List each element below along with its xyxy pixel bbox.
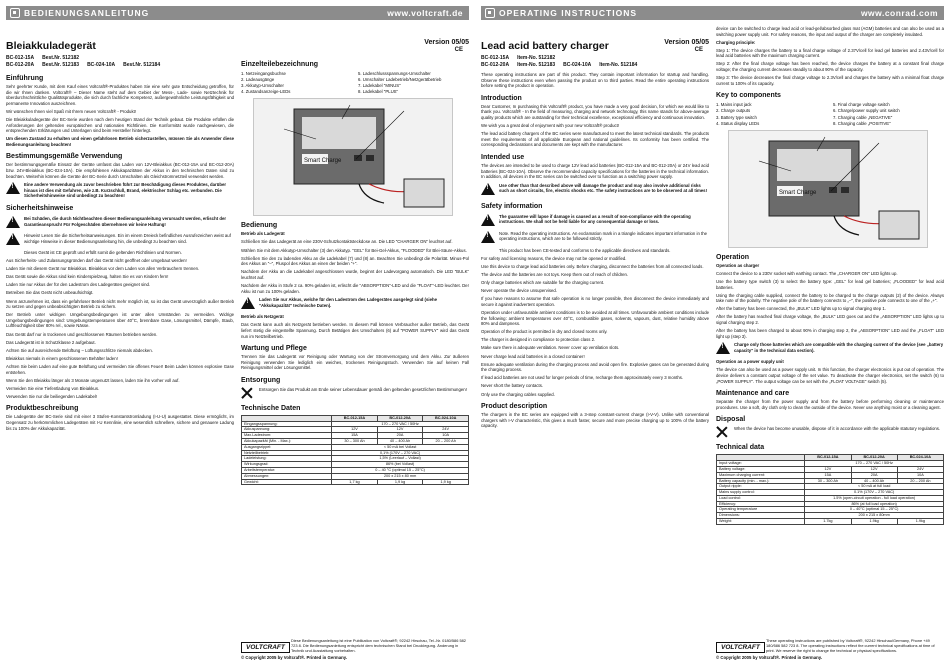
- table-cell: 24V: [423, 427, 469, 433]
- safety-item: Das Gerät sowie die Akkus sind kein Kinderspielzeug, halten Sie es von Kindern fern!: [6, 274, 169, 280]
- safety-item: Laden Sie mit diesem Gerät nur Bleiakkus. Bleiakkus vor dem Laden von allen Verbrauchern trennen.: [6, 266, 200, 272]
- note-box: [481, 231, 709, 245]
- paragraph: Der bestimmungsgemäße Einsatz der Geräte umfasst das Laden von 12V-Bleiakkus (BC-012-15A und BC-012-20A) bzw. 24V-Bleiakkus (BC-024-10A). Die empfohlenen Akkukapazitäten der Akkus in den technischen Daten sind zu beachten. Weiterhin können die Geräte der BC-Serie durch Umschalten als Gleichstromnetzteil verwendet werden.: [6, 162, 234, 179]
- header-url-de[interactable]: www.voltcraft.de: [387, 8, 463, 18]
- crossed-bin-icon: [241, 387, 253, 399]
- safety-item: If lead acid batteries are not used for longer periods of time, recharge them approximately every 3 months.: [481, 375, 684, 381]
- safety-item: Vermeiden Sie eine Tiefentladung von Bleiakkus.: [6, 385, 100, 391]
- paragraph: Wir wünschen Ihnen viel Spaß mit Ihrem neuen Voltcraft® - Produkt!: [6, 108, 136, 114]
- component-key-item: 2. Charge outputs: [716, 108, 751, 114]
- table-cell: 0,1% (170V – 270 VAC): [332, 450, 469, 456]
- table-header-cell: BC-012-20A: [377, 415, 423, 421]
- safety-item: Das Gerät darf nur in trockenen und geschlossenen Räumen betrieben werden.: [6, 331, 158, 337]
- disposal-text: Entsorgen Sie das Produkt am Ende seiner Lebensdauer gemäß den geltenden gesetzlichen Bestimmungen!: [259, 386, 467, 392]
- table-cell: 170 – 270 VAC / 50Hz: [332, 421, 469, 427]
- safety-item: Operation of the product is permitted in dry and closed rooms only.: [481, 329, 608, 335]
- safety-item: Verwenden Sie nur die beiliegenden Ladekabel!: [6, 393, 98, 399]
- section-heading: Key to components: [716, 92, 781, 100]
- crossed-bin-icon: [716, 426, 728, 438]
- tech-table-de: [241, 415, 469, 486]
- operation-list-en: [716, 271, 944, 339]
- section-heading: Technical data: [716, 444, 765, 452]
- table-cell: 20 – 200 Ah: [897, 478, 943, 484]
- header-bar-de: [6, 6, 469, 20]
- book-icon: [485, 8, 495, 18]
- order-number: Best.Nr. 512183: [42, 62, 80, 68]
- table-row: [717, 478, 944, 484]
- subheading: Operation as a power supply unit: [716, 359, 784, 365]
- safety-item: The device and the batteries are not toys. Keep them out of reach of children.: [481, 272, 629, 277]
- paragraph: The chargers in the BC series are equipped with a 3-step constant-current charge (I-V-V). Unlike with conventional chargers with I-V characteristic, this gives a much faster, secure and more precise charging up to 100% of the battery capacity.: [481, 412, 709, 429]
- order-number: Item-No. 512184: [599, 62, 638, 68]
- model-code: BC-012-20A: [6, 62, 35, 68]
- table-cell: 12V: [805, 466, 851, 472]
- table-header-cell: BC-012-20A: [851, 455, 897, 461]
- note-text: Note. Read the operating instructions. An exclamation mark in a triangle indicates important information in the operating instructions, which are to be followed strictly.: [499, 230, 708, 242]
- safety-item: Bleiakkus niemals in einem geschlossenen Behälter laden!: [6, 355, 118, 361]
- safety-item: Never short the battery contacts.: [481, 383, 544, 389]
- warning-box: [716, 342, 944, 356]
- paragraph: Die Bleiakkuladegeräte der BC-Serie wurden nach dem heutigen Stand der Technik gebaut. Die Produkte erfüllen die Anforderungen der geltenden europäischen und nationalen Richtlinien. Die Konformität wurde nachgewiesen, die entsprechenden Erklärungen und Unterlagen sind beim Hersteller hinterlegt.: [6, 116, 234, 134]
- voltcraft-logo: VOLTCRAFT: [241, 642, 290, 653]
- component-key-item: 1. Mains input jack: [716, 102, 752, 108]
- operation-step: After the battery has been connected, the „BULK" LED lights up to signal charging step 1.: [716, 306, 886, 312]
- table-cell: 20A: [377, 433, 423, 439]
- paragraph: The device can also be used as a power supply unit. In this function, the charger electronics is put out of operation. The device delivers a constant output voltage of the set value. To deactivate the charger electronics, set the switch (6) to „POWER SUPPLY". The output voltage can be set with the „FLOAT VOLTAGE" switch (5).: [716, 367, 944, 384]
- footer-en: [716, 639, 944, 661]
- disposal-note-en: [716, 426, 944, 438]
- column-de-left: [6, 26, 234, 638]
- section-heading: Operation: [716, 253, 750, 261]
- table-cell: Efficiency:: [717, 501, 805, 507]
- model-list-en: [481, 55, 709, 69]
- paragraph: The lead acid battery chargers of the BC series were manufactured to meet the latest technical standards. The products meet the requirements of all applicable European and national guidelines. Its conformity has been certified. The corresponding declarations and documents are kept with the manufacturer.: [481, 131, 709, 148]
- safety-item: Wenn Sie den Bleiakku länger als 3 Monate ungenutzt lassen, laden Sie ihn vorher voll auf.: [6, 377, 180, 383]
- table-cell: Arbeitstemperatur:: [242, 468, 332, 474]
- model-code: BC-024-10A: [563, 62, 592, 68]
- table-cell: Akkuspannung:: [242, 427, 332, 433]
- section-heading: Entsorgung: [241, 376, 281, 384]
- ce-mark-en: CE: [694, 47, 703, 53]
- operation-step: Wählen Sie mit dem Akkutyp-Umschalter (3) den Akkutyp. "GEL" für Bei-Gel-Akkus, "FLOODED" für Blei-Säure-Akkus.: [241, 247, 467, 253]
- table-cell: 20A: [851, 472, 897, 478]
- order-number: Item-No. 512182: [517, 55, 556, 61]
- voltcraft-logo: VOLTCRAFT: [716, 642, 765, 653]
- tech-table-en: [716, 454, 944, 525]
- table-cell: 15A: [332, 433, 378, 439]
- section-heading: Safety information: [481, 202, 543, 210]
- table-cell: Ausgangsrippel:: [242, 444, 332, 450]
- table-cell: 200 x 215 x 80mm: [805, 513, 944, 519]
- section-heading: Maintenance and care: [716, 390, 790, 398]
- component-key-en: [716, 102, 944, 126]
- subheading: Operation as charger: [716, 262, 760, 268]
- column-en-left: [481, 26, 709, 638]
- warning-box: [241, 297, 469, 311]
- table-row: [242, 479, 469, 485]
- table-cell: Load control:: [717, 495, 805, 501]
- table-cell: Weight:: [717, 519, 805, 525]
- safety-item: The charger is designed in compliance to protection class 2.: [481, 337, 596, 343]
- warning-box: [6, 216, 234, 230]
- header-label-en: OPERATING INSTRUCTIONS: [499, 8, 638, 18]
- table-cell: 40 – 400 Ah: [851, 478, 897, 484]
- imprint-text: These operating instructions are published by Voltcraft®, 92242 Hirschau/Germany, Phone +49 180/586 582 723 8. The operating instructions reflect the current technical specifications at time of print. We reserve the right to change the technical or physical specifications.: [766, 638, 935, 653]
- ce-note: This product has been CE-tested and conforms to the applicable directives and standards.: [499, 247, 671, 253]
- table-cell: Ladeleistung:: [242, 456, 332, 462]
- subheading: Betrieb als Ladegerät: [241, 231, 285, 237]
- safety-item: Never charge lead acid batteries in a closed container!: [481, 353, 585, 359]
- table-cell: 15A: [805, 472, 851, 478]
- paragraph: Dear Customer, In purchasing this Voltcraft® product, you have made a very good decision, for which we would like to thank you. Voltcraft® - In the field of measuring, charging and network technology, this name stands for above-average quality products which are outstanding for their technical excellence, exceptional efficiency and continuous innovation.: [481, 103, 709, 120]
- column-de-right: [241, 26, 469, 638]
- table-cell: Abmessungen:: [242, 473, 332, 479]
- safety-item: Operation under unfavourable ambient conditions is to be avoided at all times. Unfavourable ambient conditions include the following: ambient temperatures over 40°C, combustible gases, solvents, vapours, dust, relative humidity above 80% and dampness.: [481, 309, 709, 327]
- paragraph: Trennen Sie das Ladegerät vor Reinigung oder Wartung von der Stromversorgung und dem Akku. Zur äußeren Reinigung verwenden Sie lediglich ein weiches, trockenes Reinigungstuch. Verwenden Sie auf keinen Fall Reinigungsmittel oder Lösungsmittel.: [241, 354, 469, 371]
- safety-item: Betreiben Sie das Gerät nicht unbeaufsichtigt.: [6, 290, 94, 296]
- component-key-item: 4. Zustandsanzeige-LEDs: [241, 89, 291, 95]
- component-key-item: 8. Ladekabel "PLUS": [358, 89, 399, 95]
- table-cell: 10A: [897, 472, 943, 478]
- paragraph: These operating instructions are part of this product. They contain important information for startup and handling. Observe these instructions even when passing the product on to third parties. Read the entire operating instructions before setting the product in operation.: [481, 72, 709, 89]
- imprint-text: Diese Bedienungsanleitung ist eine Publikation von Voltcraft®, 92242 Hirschau, Tel.-Nr. 0180/586 582 723 8. Die Bedienungsanleitung entspricht dem technischen Stand bei Drucklegung. Änderung in Technik und Ausstattung vorbehalten.: [291, 638, 466, 653]
- table-cell: 30 – 300 Ah: [332, 439, 378, 445]
- column-en-right: [716, 26, 944, 638]
- table-cell: 1.7kg: [805, 519, 851, 525]
- charging-step: Step 2: After the final charge voltage has been reached, the device charges the battery at a constant final charge voltage; the charging current decreases steadily to about 90% of the capacity.: [716, 61, 944, 73]
- table-cell: Akkukapazität (Min. - Max.):: [242, 439, 332, 445]
- section-heading: Introduction: [481, 94, 522, 102]
- component-key-item: 6. Umschalter Ladebetrieb/Netzgerätbetrieb: [358, 77, 442, 83]
- charging-steps-en: [716, 48, 944, 87]
- table-cell: 0.1% (170V – 270 VAC): [805, 490, 944, 496]
- charging-step: Step 3: The device decreases the final charge voltage to 2.3V/cell and charges the battery with a minimal float charge current to 100% of its capacity.: [716, 75, 944, 86]
- component-key-item: 4. Status display LEDs: [716, 120, 760, 126]
- paragraph: Um diesen Zustand zu erhalten und einen gefahrlosen Betrieb sicherzustellen, müssen Sie als Anwender diese Bedienungsanleitung beachten!: [6, 136, 234, 147]
- table-cell: 20 – 200 Ah: [423, 439, 469, 445]
- table-cell: Gewicht:: [242, 479, 332, 485]
- table-cell: 12V: [851, 466, 897, 472]
- disposal-note-de: [241, 387, 469, 399]
- paragraph: Separate the charger from the power supply and from the battery before performing cleaning or maintenance procedures. Use a soft, dry cloth only to clean the outside of the device. Never use anything moist or a cleaning agent.: [716, 399, 944, 410]
- section-heading: Wartung und Pflege: [241, 345, 307, 353]
- safety-item: Das Ladegerät ist in Schutzklasse 2 aufgebaut.: [6, 339, 96, 345]
- section-heading: Einzelteilebezeichnung: [241, 61, 319, 68]
- operation-step: Use the battery type switch (3) to select the battery type: „GEL" for lead gel batteries; „FLOODED" for lead acid batteries.: [716, 278, 944, 290]
- charger-photo-de: [253, 98, 453, 216]
- disposal-text: When the device has become unusable, dispose of it in accordance with the applicable statutory regulations.: [734, 426, 941, 432]
- table-cell: 1,7 kg: [332, 479, 378, 485]
- order-number: Best.Nr. 512184: [123, 62, 161, 68]
- safety-item: Der Betrieb unter widrigen Umgebungsbedingungen ist unter allen Umständen zu vermeiden. Widrige Umgebungsbedingungen sind: Umgebungstemperaturen über 40°C, brennbare Gase, Lösungsmittel, Dämpfe, Staub, Luftfeuchtigkeit über 80% rel., sowie Nässe.: [6, 312, 234, 329]
- ce-mark-de: CE: [454, 47, 463, 53]
- table-cell: Maximum charging current:: [717, 472, 805, 478]
- safety-item: Achten Sie auf ausreichende Belüftung – Lüftungsschlitze niemals abdecken.: [6, 347, 153, 353]
- safety-list-en: [481, 256, 709, 397]
- safety-item: Use this device to charge lead acid batteries only. Before charging, disconnect the batteries from all connected loads.: [481, 263, 704, 269]
- page-english: [475, 0, 950, 667]
- table-header-cell: BC-024-10A: [423, 415, 469, 421]
- subheading: Betrieb als Netzgerät: [241, 314, 284, 320]
- warning-icon: [6, 233, 20, 245]
- table-cell: 1.9kg: [897, 519, 943, 525]
- model-list-de: [6, 55, 234, 69]
- component-key-item: 7. Ladekabel "MINUS": [358, 83, 401, 89]
- warning-text: Bei Schäden, die durch Nichtbeachten dieser Bedienungsanleitung verursacht werden, erlischt der Garantieanspruch! Für Folgeschäden übernehmen wir keine Haftung!: [24, 216, 227, 227]
- warning-icon: [481, 183, 495, 195]
- table-cell: 1.9kg: [851, 519, 897, 525]
- header-url-en[interactable]: www.conrad.com: [860, 8, 938, 18]
- warning-box: [6, 182, 234, 199]
- warning-icon: [481, 214, 495, 226]
- component-key-item: 5. Ladeschlussspannungs-Umschalter: [358, 71, 431, 76]
- table-cell: 0 – 40 °C (optimal 15 – 25°C): [332, 468, 469, 474]
- table-cell: Wirkungsgrad:: [242, 462, 332, 468]
- table-cell: 86% (at full load operation): [805, 501, 944, 507]
- safety-item: Only use the charging cables supplied.: [481, 391, 555, 397]
- warning-box: [481, 214, 709, 228]
- paragraph: device can be switched to charge lead acid or lead-gel/absorbed glass mat (AGM) batteries and can also be used as a switching power supply unit. For safety reasons, the input and output of the charger are completely insulated.: [716, 26, 944, 37]
- table-header-cell: BC-024-10A: [897, 455, 943, 461]
- warning-text: Charge only those batteries which are compatible with the charging current of the device (see „battery capacity" in the technical data section).: [734, 342, 944, 353]
- table-cell: 1.5% (open-circuit operation - full load operation): [805, 495, 944, 501]
- table-cell: 170 – 270 VAC / 50Hz: [805, 461, 944, 467]
- table-cell: Battery voltage:: [717, 466, 805, 472]
- warning-box: [481, 183, 709, 197]
- safety-item: Wenn anzunehmen ist, dass ein gefahrloser Betrieb nicht mehr möglich ist, so ist das Gerät unverzüglich außer Betrieb zu setzen und gegen unbeabsichtigten Betrieb zu sichern.: [6, 298, 234, 310]
- table-cell: < 50 mA bei Vollast: [332, 444, 469, 450]
- photo-label-en: Smart Charge: [779, 189, 817, 196]
- component-key-item: 3. Akkutyp-Umschalter: [241, 83, 284, 89]
- section-heading: Product description: [481, 403, 548, 411]
- safety-item: Ensure adequate ventilation during the charging process and avoid open fire. Explosive gases can be generated during the charging process.: [481, 361, 709, 373]
- table-cell: 1,9 kg: [377, 479, 423, 485]
- warning-icon: [6, 182, 20, 194]
- warning-text: Eine andere Verwendung als zuvor beschrieben führt zur Beschädigung dieses Produktes, darüber hinaus ist dies mit Gefahren, wie z.B. Kurzschluß, Brand, elektrischer Schlag etc. verbunden. Die Sicherheitshinweise sind unbedingt zu beachten!: [24, 182, 227, 199]
- warning-icon: [481, 231, 495, 243]
- section-heading: Einführung: [6, 75, 44, 82]
- section-heading: Bestimmungsgemäße Verwendung: [6, 153, 123, 161]
- operation-step: After the battery has reached final charge voltage, the „BULK" LED goes out and the „ABSORPTION" LED lights up to signal charging step 2.: [716, 314, 944, 325]
- table-cell: Operating temperature: [717, 507, 805, 513]
- subheading: Charging principle:: [716, 39, 756, 45]
- table-cell: 30 – 300 Ah: [805, 478, 851, 484]
- safety-item: Never operate the device unsupervised.: [481, 288, 557, 294]
- charging-step: Step 1: The device charges the battery to a final charge voltage of 2.37V/cell for lead gel batteries and 2.43V/cell for lead acid batteries with the maximum charging current.: [716, 47, 944, 59]
- operation-list-de: [241, 239, 469, 294]
- copyright-text: © Copyright 2005 by Voltcraft®. Printed in Germany.: [241, 655, 347, 661]
- safety-item: Achten Sie beim Laden auf eine gute Belüftung und vermeiden Sie offenes Feuer! Beim Laden können explosive Gase entstehen.: [6, 363, 234, 375]
- table-cell: Eingangsspannung:: [242, 421, 332, 427]
- warning-icon: [716, 342, 730, 354]
- table-cell: 10A: [423, 433, 469, 439]
- photo-label-de: Smart Charge: [304, 158, 342, 165]
- table-row: [717, 519, 944, 525]
- operation-step: Nachdem der Akku an die Ladekabel angeschlossen wurde, beginnt der Ladevorgang automatisch. Die LED "BULK" leuchtet auf.: [241, 269, 469, 280]
- safety-item: If you have reasons to assume that safe operation is no longer possible, then disconnect the device immediately and secure it against inadvertent operation.: [481, 296, 709, 307]
- footer-de: [241, 639, 469, 661]
- table-cell: 24V: [897, 466, 943, 472]
- book-icon: [10, 8, 20, 18]
- warning-icon: [241, 297, 255, 309]
- component-key-item: 3. Battery type switch: [716, 114, 757, 120]
- operation-step: Connect the device to a 230V socket with earthing contact. The „CHARGER ON" LED lights up.: [716, 270, 898, 276]
- model-code: BC-024-10A: [87, 62, 116, 68]
- safety-item: Aus Sicherheits- und Zulassungsgründen darf das Gerät nicht geöffnet oder umgebaut werden!: [6, 258, 187, 264]
- version-label-de: Version 05/05: [424, 39, 469, 46]
- component-key-item: 8. Charging cable „POSITIVE": [833, 120, 891, 126]
- component-key-item: 7. Charging cable „NEGATIVE": [833, 114, 893, 120]
- header-bar-en: [481, 6, 944, 20]
- section-heading: Sicherheitshinweise: [6, 205, 74, 212]
- section-heading: Bedienung: [241, 222, 278, 230]
- table-header-cell: BC-012-15A: [332, 415, 378, 421]
- warning-text: Use other than that described above will damage the product and may also involve additional risks such as short circuits, fire, electric shocks etc. The safety instructions are to be observed at all times!: [499, 182, 707, 194]
- document-title-de: Bleiakkuladegerät: [6, 40, 96, 52]
- warning-text: Laden Sie nur Akkus, welche für den Ladestrom des Ladegerätes ausgelegt sind (siehe "Akkukapazität" technische Daten).: [259, 297, 437, 308]
- header-label-de: BEDIENUNGSANLEITUNG: [24, 8, 150, 18]
- model-code: BC-012-15A: [481, 55, 510, 61]
- order-number: Item-No. 512183: [517, 62, 556, 68]
- table-cell: < 50 mA at full load: [805, 484, 944, 490]
- section-heading: Intended use: [481, 153, 525, 161]
- component-key-item: 2. Ladeausgänge: [241, 77, 275, 83]
- safety-item: Only charge batteries which are suitable for the charging current.: [481, 280, 605, 286]
- table-cell: Input voltage:: [717, 461, 805, 467]
- version-label-en: Version 05/05: [664, 39, 709, 46]
- paragraph: The devices are intended to be used to charge 12V lead acid batteries (BC-012-15A and BC-012-20A) or 24V lead acid batteries (BC-024-10A). Observe the recommended capacity specifications for the batteries in the technical information. In addition, all devices in the BC series can be switched over to function as a switching power supply.: [481, 162, 709, 180]
- warning-text: The guarantee will lapse if damage is caused as a result of non-compliance with the operating instructions. We shall not be held liable for any consequential damage or loss.: [499, 213, 691, 225]
- safety-list-de: [6, 258, 234, 399]
- table-cell: Mains supply control:: [717, 490, 805, 496]
- component-key-item: 1. Netzeingangsbuchse: [241, 71, 286, 76]
- table-header-cell: BC-012-15A: [805, 455, 851, 461]
- table-cell: Dimensions:: [717, 513, 805, 519]
- table-cell: 40 – 400 Ah: [377, 439, 423, 445]
- charger-photo-en: [728, 130, 928, 248]
- component-key-item: 5. Final charge voltage switch: [833, 102, 890, 108]
- table-cell: 1,9 kg: [423, 479, 469, 485]
- section-heading: Disposal: [716, 416, 746, 424]
- section-heading: Produktbeschreibung: [6, 405, 79, 413]
- table-cell: 12V: [377, 427, 423, 433]
- operation-step: Schließen Sie das Ladegerät an eine 230V-Schutzkontaktsteckdose an. Die LED "CHARGER ON" leuchtet auf.: [241, 239, 453, 245]
- ce-note: Dieses Gerät ist CE geprüft und erfüllt somit die geltenden Richtlinien und Normen.: [24, 250, 182, 255]
- table-cell: Netzteilbetrieb:: [242, 450, 332, 456]
- model-code: BC-012-15A: [6, 55, 35, 61]
- table-cell: 200 x 215 x 80 mm: [332, 473, 469, 479]
- copyright-text: © Copyright 2005 by Voltcraft®. Printed in Germany.: [716, 655, 822, 661]
- order-number: Best.Nr. 512182: [42, 55, 80, 61]
- warning-icon: [6, 216, 20, 228]
- table-cell: Output ripple:: [717, 484, 805, 490]
- safety-item: Make sure there is adequate ventilation. Never cover up ventilation slots.: [481, 345, 620, 351]
- component-key-item: 6. Charge/power supply unit switch: [833, 108, 900, 114]
- safety-item: Laden Sie nur Akkus der für den Ladestrom des Ladegerätes geeignet sind.: [6, 282, 151, 288]
- paragraph: Die Ladegeräte der BC-Serie sind mit einer 3 Stufen-Konstantstromladung (I-U-U) ausgestattet. Diese ermöglicht, im Gegensatz zu herkömmlichen Ladegeräten mit I-U Kennlinie, eine wesentlich schnellere, sichere und genauere Ladung bis zu 100% der Akkukapazität.: [6, 414, 234, 431]
- operation-step: Using the charging cable supplied, connect the battery to be charged to the charge outputs (2) of the device. Always take note of the polarity. The negative pole of the battery connects to „–", the positive pole connects to one of the „+".: [716, 292, 944, 304]
- paragraph: We wish you a great deal of enjoyment with your new Voltcraft® product!: [481, 123, 620, 129]
- table-cell: 12V: [332, 427, 378, 433]
- operation-step: After the battery has been charged to about 90% in charging step 2, the „ABSORPTION" LED and the „FLOAT" LED light up (step 3).: [716, 328, 944, 339]
- note-text: Hinweis! Lesen Sie die Sicherheitsanweisungen. Ein im einem Dreieck befindliches Ausrufezeichen weist auf wichtige Hinweise in dieser Bedienungsanleitung hin, die unbedingt zu beachten sind.: [24, 233, 231, 244]
- table-cell: 1,5% (Leerlauf – Vollast): [332, 456, 469, 462]
- paragraph: Sehr geehrter Kunde, mit dem Kauf eines Voltcraft®-Produktes haben Sie eine sehr gute Entscheidung getroffen, für die wir Ihnen danken. Voltcraft® – Dieser Name steht auf dem Gebiet der Mess-, Lade- sowie Netztechnik für überdurchschnittliche Qualitätsprodukte, die sich durch fachliche Kompetenz, außergewöhnliche Leistungsfähigkeit und permanente Innovation auszeichnen.: [6, 84, 234, 106]
- component-key-de: [241, 71, 469, 95]
- table-cell: Max.Ladestrom:: [242, 433, 332, 439]
- table-cell: 0 – 40°C (optimal 15 – 25°C): [805, 507, 944, 513]
- operation-step: Schließen Sie den zu ladenden Akku an die Ladekabel (7) und (8) an. Beachten Sie unbedingt die Polarität. Minus-Pol des Akkus an "–", Pluspol des Akkus an einen der beiden "+".: [241, 255, 469, 267]
- table-cell: 86% (bei Vollast): [332, 462, 469, 468]
- section-heading: Technische Daten: [241, 404, 301, 412]
- model-code: BC-012-20A: [481, 62, 510, 68]
- table-cell: Battery capacity (min. - max.):: [717, 478, 805, 484]
- document-title-en: Lead acid battery charger: [481, 40, 609, 52]
- safety-item: For safety and licensing reasons, the device may not be opened or modified.: [481, 255, 627, 261]
- paragraph: Das Gerät kann auch als Netzgerät betrieben werden. In diesem Fall können Verbraucher außer Betrieb, das Gerät liefert stetig die eingestellte Spannung. Durch Betätigen des Umschalters (6) auf "POWER SUPPLY" wird das Gerät nun im Netzteilbetrieb.: [241, 322, 469, 339]
- operation-step: Nachdem der Akku in Stufe 2 ca. 90% geladen ist, erlischt die "ABSORPTION"-LED und die "FLOAT"-LED leuchtet. Der Akku ist nun zu 100% geladen.: [241, 283, 469, 294]
- note-box: [6, 233, 234, 247]
